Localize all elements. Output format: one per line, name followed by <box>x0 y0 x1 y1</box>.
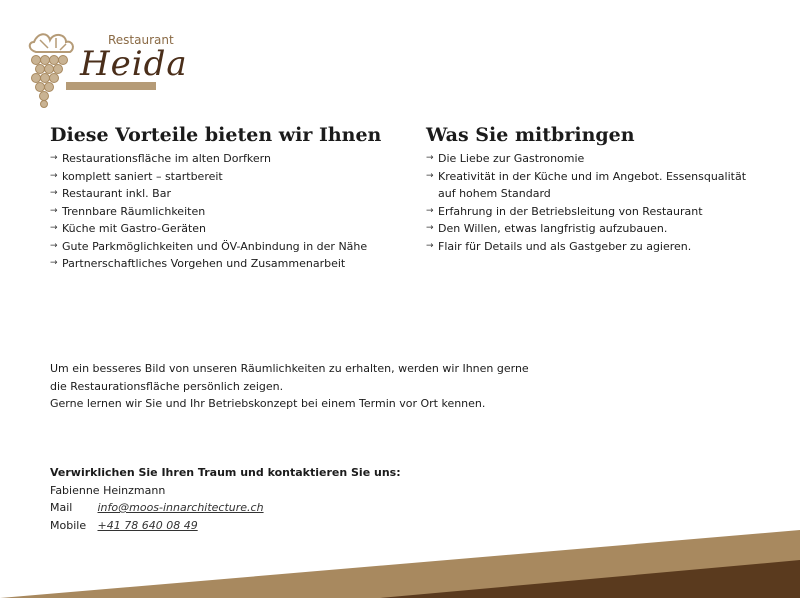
arrow-right-icon: → <box>426 153 434 163</box>
arrow-right-icon: → <box>426 240 434 251</box>
list-item: → Trennbare Räumlichkeiten <box>50 203 367 221</box>
arrow-right-icon: → <box>50 205 58 216</box>
list-item: → Den Willen, etwas langfristig aufzubauen. <box>426 220 746 238</box>
intro-paragraph <box>50 360 529 413</box>
requirements-list <box>426 150 746 255</box>
paragraph-line: Gerne lernen wir Sie und Ihr Betriebskonzept bei einem Termin vor Ort kennen. <box>50 397 486 410</box>
arrow-right-icon: → <box>50 188 58 198</box>
grape-icon <box>26 30 80 110</box>
list-item: → Küche mit Gastro-Geräten <box>50 220 367 238</box>
list-item: → komplett saniert – startbereit <box>50 168 367 186</box>
right-column-title: Was Sie mitbringen <box>426 124 635 146</box>
phone-link[interactable]: +41 78 640 08 49 <box>97 518 198 532</box>
list-item: → Erfahrung in der Betriebsleitung von Restaurant <box>426 203 746 221</box>
logo-restaurant-label: Restaurant <box>108 33 174 47</box>
arrow-right-icon: → <box>50 240 58 251</box>
logo-heida-wordmark: Heida <box>80 44 188 84</box>
list-item: → Flair für Details und als Gastgeber zu agieren. <box>426 238 746 256</box>
contact-heading: Verwirklichen Sie Ihren Traum und kontaktieren Sie uns: <box>50 466 401 479</box>
left-column-title: Diese Vorteile bieten wir Ihnen <box>50 124 382 146</box>
arrow-right-icon: → <box>426 223 434 233</box>
arrow-right-icon: → <box>50 223 58 233</box>
arrow-right-icon: → <box>426 205 434 216</box>
list-item: → Restaurant inkl. Bar <box>50 185 367 203</box>
email-link[interactable]: info@moos-innarchitecture.ch <box>97 501 264 514</box>
arrow-right-icon: → <box>50 170 58 181</box>
arrow-right-icon: → <box>50 258 58 268</box>
list-item-continuation: auf hohem Standard <box>438 187 551 200</box>
arrow-right-icon: → <box>426 170 434 181</box>
list-item: → Gute Parkmöglichkeiten und ÖV-Anbindung in der Nähe <box>50 238 367 256</box>
list-item: → Partnerschaftliches Vorgehen und Zusammenarbeit <box>50 255 367 273</box>
list-item: → Restaurationsfläche im alten Dorfkern <box>50 150 367 168</box>
arrow-right-icon: → <box>50 153 58 163</box>
paragraph-line: Um ein besseres Bild von unseren Räumlichkeiten zu erhalten, werden wir Ihnen gerne <box>50 362 529 375</box>
paragraph-line: die Restaurationsfläche persönlich zeigen. <box>50 379 284 393</box>
mail-label: Mail <box>50 501 73 514</box>
list-item: → Die Liebe zur Gastronomie <box>426 150 746 168</box>
list-item: → Kreativität in der Küche und im Angebot. Essensqualität <box>426 168 746 186</box>
mobile-label: Mobile <box>50 518 87 532</box>
contact-mail-row <box>50 499 401 517</box>
advantages-list <box>50 150 367 273</box>
footer-bands <box>0 520 800 598</box>
contact-name: Fabienne Heinzmann <box>50 483 166 497</box>
